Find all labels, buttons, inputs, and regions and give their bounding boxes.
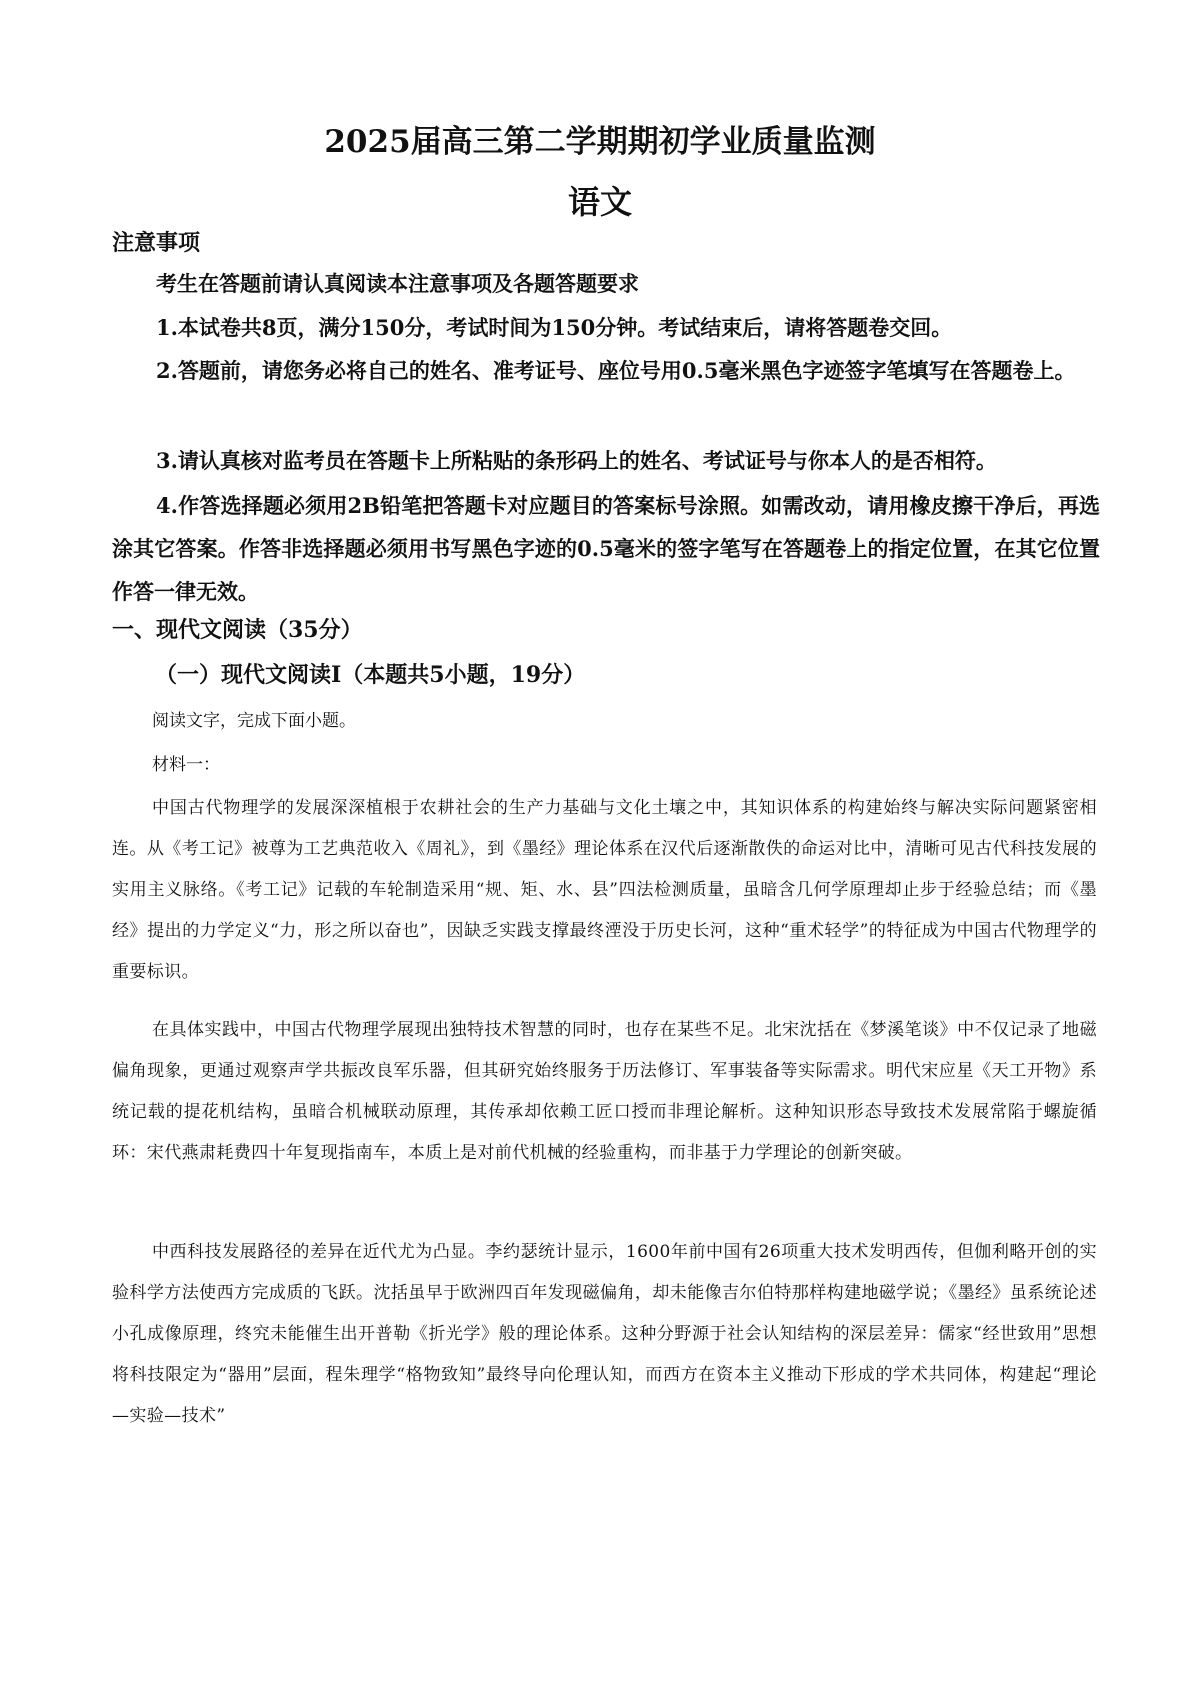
- notice-item-4: 4.作答选择题必须用2B铅笔把答题卡对应题目的答案标号涂照。如需改动，请用橡皮擦干净后，再选涂其它答案。作答非选择题必须用书写黑色字迹的0.5毫米的签字笔写在答题卷上的指定位置，在其它位置作答一律无效。: [112, 493, 1100, 604]
- material-paragraph-1: 中国古代物理学的发展深深植根于农耕社会的生产力基础与文化土壤之中，其知识体系的构建始终与解决实际问题紧密相连。从《考工记》被尊为工艺典范收入《周礼》，到《墨经》理论体系在汉代后逐渐散佚的命运对比中，清晰可见古代科技发展的实用主义脉络。《考工记》记载的车轮制造采用“规、矩、水、县”四法检测质量，虽暗含几何学原理却止步于经验总结；而《墨经》提出的力学定义“力，形之所以奋也”，因缺乏实践支撑最终湮没于历史长河，这种“重术轻学”的特征成为中国古代物理学的重要标识。: [112, 798, 1097, 982]
- section-heading: 一、现代文阅读（35分）: [112, 617, 363, 643]
- exam-title: 2025届高三第二学期期初学业质量监测: [324, 124, 876, 160]
- notice-item-3: 3.请认真核对监考员在答题卡上所粘贴的条形码上的姓名、考试证号与你本人的是否相符。: [156, 448, 997, 473]
- reading-instruction: 阅读文字，完成下面小题。: [152, 711, 356, 731]
- material-paragraph-3: 中西科技发展路径的差异在近代尤为凸显。李约瑟统计显示，1600年前中国有26项重大技术发明西传，但伽利略开创的实验科学方法使西方完成质的飞跃。沈括虽早于欧洲四百年发现磁偏角，却未能像吉尔伯特那样构建地磁学说；《墨经》虽系统论述小孔成像原理，终究未能催生出开普勒《折光学》般的理论体系。这种分野源于社会认知结构的深层差异：儒家“经世致用”思想将科技限定为“器用”层面，程朱理学“格物致知”最终导向伦理认知，而西方在资本主义推动下形成的学术共同体，构建起“理论—实验—技术”: [112, 1242, 1097, 1426]
- subject-title: 语文: [567, 183, 632, 221]
- notice-item-2: 2.答题前，请您务必将自己的姓名、准考证号、座位号用0.5毫米黑色字迹签字笔填写在答题卷上。: [156, 358, 1076, 383]
- notice-item-1: 1.本试卷共8页，满分150分，考试时间为150分钟。考试结束后，请将答题卷交回。: [156, 315, 953, 340]
- material-paragraph-2: 在具体实践中，中国古代物理学展现出独特技术智慧的同时，也存在某些不足。北宋沈括在《梦溪笔谈》中不仅记录了地磁偏角现象，更通过观察声学共振改良军乐器，但其研究始终服务于历法修订、军事装备等实际需求。明代宋应星《天工开物》系统记载的提花机结构，虽暗合机械联动原理，其传承却依赖工匠口授而非理论解析。这种知识形态导致技术发展常陷于螺旋循环：宋代燕肃耗费四十年复现指南车，本质上是对前代机械的经验重构，而非基于力学理论的创新突破。: [112, 1020, 1097, 1163]
- subsection-heading: （一）现代文阅读I（本题共5小题，19分）: [155, 662, 586, 688]
- notice-intro: 考生在答题前请认真阅读本注意事项及各题答题要求: [156, 271, 639, 296]
- material-label: 材料一：: [152, 755, 220, 775]
- notice-heading: 注意事项: [112, 230, 201, 256]
